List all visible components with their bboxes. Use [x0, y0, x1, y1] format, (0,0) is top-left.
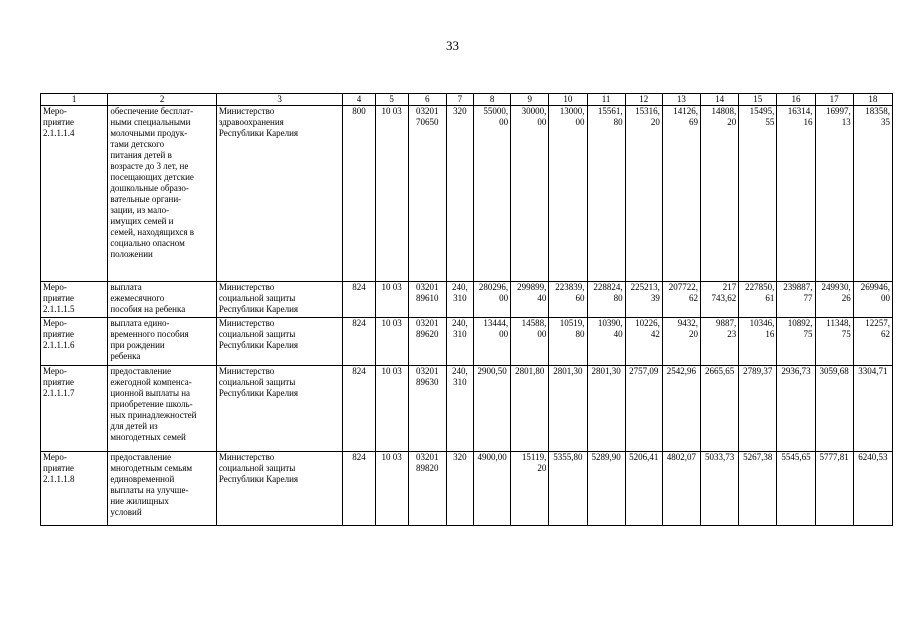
amount-cell: 3304,71 [853, 366, 892, 452]
amount-cell: 2801,30 [587, 366, 625, 452]
activity-description-cell: выплата едино- временного пособия при рождении ребенка [108, 318, 217, 366]
table-row [41, 366, 893, 452]
activity-code-cell: Меро- приятие 2.1.1.1.7 [41, 366, 108, 452]
page-number: 33 [446, 38, 459, 53]
amount-cell: 5267,38 [739, 452, 777, 526]
amount-cell: 2801,30 [549, 366, 587, 452]
activity-code-cell: Меро- приятие 2.1.1.1.6 [41, 318, 108, 366]
target-article-cell: 03201 89820 [408, 452, 446, 526]
amount-cell: 10519, 80 [549, 318, 587, 366]
column-number-header: 1 [41, 94, 108, 106]
ministry-code-cell: 824 [343, 452, 375, 526]
amount-cell: 14126, 69 [662, 106, 700, 282]
activity-description-cell: предоставление многодетным семьям единовременной выплаты на улучше- ние жилищных условий [108, 452, 217, 526]
column-number-header: 5 [375, 94, 408, 106]
amount-cell: 10390, 40 [587, 318, 625, 366]
amount-cell: 5545,65 [777, 452, 815, 526]
activity-code-cell: Меро- приятие 2.1.1.1.8 [41, 452, 108, 526]
amount-cell: 12257, 62 [853, 318, 892, 366]
amount-cell: 249930, 26 [815, 282, 853, 318]
activity-description-cell: предоставление ежегодной компенса- ционной выплаты на приобретение школь- ных принадлежностей для детей из многодетных семей [108, 366, 217, 452]
table-row [41, 318, 893, 366]
department-cell: Министерство социальной защиты Республики Карелия [216, 366, 343, 452]
ministry-code-cell: 824 [343, 366, 375, 452]
column-number-header: 11 [587, 94, 625, 106]
column-number-header: 13 [662, 94, 700, 106]
section-code-cell: 10 03 [375, 452, 408, 526]
amount-cell: 227850, 61 [739, 282, 777, 318]
expense-type-cell: 240, 310 [446, 366, 473, 452]
amount-cell: 18358, 35 [853, 106, 892, 282]
amount-cell: 4802,07 [662, 452, 700, 526]
amount-cell: 2757,09 [625, 366, 662, 452]
table-row [41, 452, 893, 526]
column-number-header: 3 [216, 94, 343, 106]
amount-cell: 2789,37 [739, 366, 777, 452]
amount-cell: 10346, 16 [739, 318, 777, 366]
amount-cell: 280296, 00 [473, 282, 510, 318]
expense-type-cell: 320 [446, 106, 473, 282]
activity-code-cell: Меро- приятие 2.1.1.1.4 [41, 106, 108, 282]
column-number-header: 8 [473, 94, 510, 106]
target-article-cell: 03201 89630 [408, 366, 446, 452]
amount-cell: 4900,00 [473, 452, 510, 526]
amount-cell: 9432, 20 [662, 318, 700, 366]
amount-cell: 3059,68 [815, 366, 853, 452]
amount-cell: 15119, 20 [511, 452, 549, 526]
activity-code-cell: Меро- приятие 2.1.1.1.5 [41, 282, 108, 318]
amount-cell: 2900,50 [473, 366, 510, 452]
amount-cell: 228824, 80 [587, 282, 625, 318]
amount-cell: 2542,96 [662, 366, 700, 452]
activity-description-cell: выплата ежемесячного пособия на ребенка [108, 282, 217, 318]
amount-cell: 5777,81 [815, 452, 853, 526]
activity-description-cell: обеспечение бесплат- ными специальными молочными продук- тами детского питания детей в возрасте до 3 лет, не посещающих детские дошкольные образо- вательные органи- зации, из мало- имущих семей и семей, находящихся в социально опасном положении [108, 106, 217, 282]
target-article-cell: 03201 89610 [408, 282, 446, 318]
column-number-header: 14 [701, 94, 739, 106]
amount-cell: 5289,90 [587, 452, 625, 526]
amount-cell: 269946, 00 [853, 282, 892, 318]
amount-cell: 5206,41 [625, 452, 662, 526]
amount-cell: 15495, 55 [739, 106, 777, 282]
amount-cell: 239887, 77 [777, 282, 815, 318]
amount-cell: 2665,65 [701, 366, 739, 452]
department-cell: Министерство социальной защиты Республики Карелия [216, 318, 343, 366]
amount-cell: 16997, 13 [815, 106, 853, 282]
section-code-cell: 10 03 [375, 318, 408, 366]
amount-cell: 15561, 80 [587, 106, 625, 282]
amount-cell: 207722, 62 [662, 282, 700, 318]
expense-type-cell: 240, 310 [446, 318, 473, 366]
target-article-cell: 03201 70650 [408, 106, 446, 282]
amount-cell: 5033,73 [701, 452, 739, 526]
column-number-header: 6 [408, 94, 446, 106]
column-number-header: 7 [446, 94, 473, 106]
amount-cell: 2801,80 [511, 366, 549, 452]
department-cell: Министерство здравоохранения Республики Карелия [216, 106, 343, 282]
amount-cell: 55000, 00 [473, 106, 510, 282]
amount-cell: 10892, 75 [777, 318, 815, 366]
amount-cell: 16314, 16 [777, 106, 815, 282]
section-code-cell: 10 03 [375, 106, 408, 282]
department-cell: Министерство социальной защиты Республики Карелия [216, 282, 343, 318]
column-number-header: 17 [815, 94, 853, 106]
amount-cell: 11348, 75 [815, 318, 853, 366]
column-number-header: 4 [343, 94, 375, 106]
ministry-code-cell: 824 [343, 282, 375, 318]
table-row [41, 106, 893, 282]
amount-cell: 225213, 39 [625, 282, 662, 318]
amount-cell: 6240,53 [853, 452, 892, 526]
expense-type-cell: 320 [446, 452, 473, 526]
column-number-header: 15 [739, 94, 777, 106]
amount-cell: 30000, 00 [511, 106, 549, 282]
column-number-header: 10 [549, 94, 587, 106]
amount-cell: 223839, 60 [549, 282, 587, 318]
amount-cell: 14808, 20 [701, 106, 739, 282]
amount-cell: 217 743,62 [701, 282, 739, 318]
budget-table [40, 93, 893, 526]
column-number-header: 12 [625, 94, 662, 106]
amount-cell: 15316, 20 [625, 106, 662, 282]
amount-cell: 14588, 00 [511, 318, 549, 366]
column-number-header: 18 [853, 94, 892, 106]
department-cell: Министерство социальной защиты Республики Карелия [216, 452, 343, 526]
amount-cell: 13444, 00 [473, 318, 510, 366]
column-number-header: 9 [511, 94, 549, 106]
amount-cell: 5355,80 [549, 452, 587, 526]
expense-type-cell: 240, 310 [446, 282, 473, 318]
target-article-cell: 03201 89620 [408, 318, 446, 366]
ministry-code-cell: 824 [343, 318, 375, 366]
amount-cell: 9887, 23 [701, 318, 739, 366]
amount-cell: 2936,73 [777, 366, 815, 452]
section-code-cell: 10 03 [375, 282, 408, 318]
ministry-code-cell: 800 [343, 106, 375, 282]
column-number-header: 2 [108, 94, 217, 106]
amount-cell: 13000, 00 [549, 106, 587, 282]
column-number-row [41, 94, 893, 106]
section-code-cell: 10 03 [375, 366, 408, 452]
amount-cell: 10226, 42 [625, 318, 662, 366]
amount-cell: 299899, 40 [511, 282, 549, 318]
column-number-header: 16 [777, 94, 815, 106]
table-row [41, 282, 893, 318]
